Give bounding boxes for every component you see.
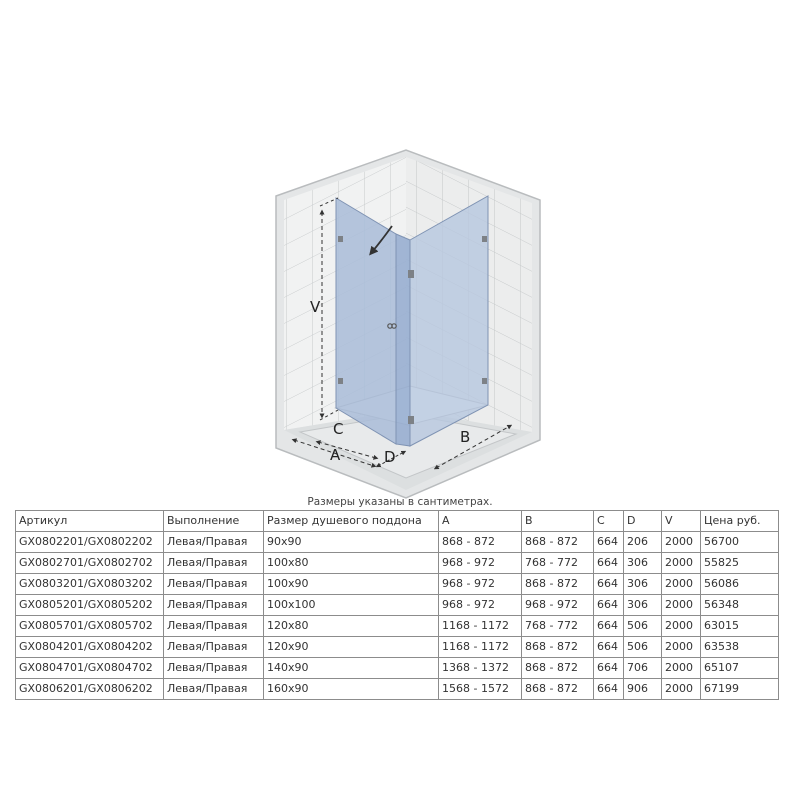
cell-dim-v: 2000 [662, 532, 701, 553]
cell-dim-a: 1168 - 1172 [439, 616, 522, 637]
cell-tray-size: 100x90 [264, 574, 439, 595]
cell-dim-v: 2000 [662, 553, 701, 574]
cell-dim-b: 768 - 772 [522, 553, 594, 574]
header-article: Артикул [16, 511, 164, 532]
header-dim-d: D [624, 511, 662, 532]
cell-variant: Левая/Правая [164, 679, 264, 700]
cell-article: GX0803201/GX0803202 [16, 574, 164, 595]
cell-price: 55825 [701, 553, 779, 574]
header-tray-size: Размер душевого поддона [264, 511, 439, 532]
cell-tray-size: 90x90 [264, 532, 439, 553]
cell-dim-v: 2000 [662, 658, 701, 679]
cell-dim-c: 664 [594, 637, 624, 658]
table-row [16, 658, 779, 679]
cell-article: GX0804701/GX0804702 [16, 658, 164, 679]
header-dim-a: A [439, 511, 522, 532]
label-v: V [310, 298, 321, 316]
cell-article: GX0806201/GX0806202 [16, 679, 164, 700]
cell-dim-a: 1368 - 1372 [439, 658, 522, 679]
cell-variant: Левая/Правая [164, 553, 264, 574]
cell-dim-v: 2000 [662, 574, 701, 595]
cell-dim-v: 2000 [662, 679, 701, 700]
cell-variant: Левая/Правая [164, 616, 264, 637]
cell-dim-c: 664 [594, 553, 624, 574]
specification-table [15, 510, 779, 700]
cell-dim-a: 968 - 972 [439, 595, 522, 616]
cell-dim-b: 868 - 872 [522, 532, 594, 553]
cell-price: 56348 [701, 595, 779, 616]
header-dim-b: B [522, 511, 594, 532]
cell-dim-a: 1168 - 1172 [439, 637, 522, 658]
table-row [16, 574, 779, 595]
cell-dim-b: 868 - 872 [522, 637, 594, 658]
table-row [16, 616, 779, 637]
cell-dim-d: 506 [624, 616, 662, 637]
cell-dim-a: 1568 - 1572 [439, 679, 522, 700]
cell-dim-d: 306 [624, 553, 662, 574]
units-caption: Размеры указаны в сантиметрах. [307, 496, 493, 508]
cell-article: GX0805201/GX0805202 [16, 595, 164, 616]
cell-price: 63538 [701, 637, 779, 658]
glass-door-panel [396, 234, 410, 446]
cell-article: GX0805701/GX0805702 [16, 616, 164, 637]
cell-dim-c: 664 [594, 574, 624, 595]
header-dim-c: C [594, 511, 624, 532]
cell-price: 56086 [701, 574, 779, 595]
cell-dim-v: 2000 [662, 616, 701, 637]
cell-dim-a: 968 - 972 [439, 574, 522, 595]
label-c: C [333, 420, 344, 438]
cell-article: GX0804201/GX0804202 [16, 637, 164, 658]
cell-article: GX0802701/GX0802702 [16, 553, 164, 574]
cell-dim-d: 506 [624, 637, 662, 658]
label-a: A [330, 446, 341, 464]
cell-dim-b: 968 - 972 [522, 595, 594, 616]
cell-dim-d: 306 [624, 595, 662, 616]
cell-tray-size: 100x80 [264, 553, 439, 574]
cell-dim-d: 306 [624, 574, 662, 595]
label-d: D [384, 448, 396, 466]
cell-variant: Левая/Правая [164, 658, 264, 679]
cell-tray-size: 120x80 [264, 616, 439, 637]
table-row [16, 595, 779, 616]
table-row [16, 532, 779, 553]
header-variant: Выполнение [164, 511, 264, 532]
cell-price: 65107 [701, 658, 779, 679]
cell-price: 63015 [701, 616, 779, 637]
table-row [16, 553, 779, 574]
table-row [16, 679, 779, 700]
cell-variant: Левая/Правая [164, 595, 264, 616]
cell-tray-size: 100x100 [264, 595, 439, 616]
header-price: Цена руб. [701, 511, 779, 532]
table-row [16, 637, 779, 658]
cell-dim-c: 664 [594, 679, 624, 700]
cell-price: 67199 [701, 679, 779, 700]
cell-dim-d: 706 [624, 658, 662, 679]
cell-tray-size: 140x90 [264, 658, 439, 679]
cell-tray-size: 160x90 [264, 679, 439, 700]
cell-dim-c: 664 [594, 595, 624, 616]
cell-dim-c: 664 [594, 532, 624, 553]
cell-dim-v: 2000 [662, 595, 701, 616]
cell-dim-v: 2000 [662, 637, 701, 658]
left-fixed-glass-panel [336, 198, 396, 444]
cell-dim-d: 906 [624, 679, 662, 700]
cell-dim-a: 968 - 972 [439, 553, 522, 574]
cell-dim-b: 868 - 872 [522, 574, 594, 595]
cell-dim-c: 664 [594, 616, 624, 637]
cell-dim-b: 868 - 872 [522, 679, 594, 700]
cell-variant: Левая/Правая [164, 532, 264, 553]
cell-variant: Левая/Правая [164, 574, 264, 595]
right-fixed-glass-panel [410, 196, 488, 446]
cell-price: 56700 [701, 532, 779, 553]
cell-variant: Левая/Правая [164, 637, 264, 658]
cell-article: GX0802201/GX0802202 [16, 532, 164, 553]
cell-dim-b: 868 - 872 [522, 658, 594, 679]
cell-tray-size: 120x90 [264, 637, 439, 658]
cell-dim-c: 664 [594, 658, 624, 679]
cell-dim-a: 868 - 872 [439, 532, 522, 553]
header-dim-v: V [662, 511, 701, 532]
cell-dim-d: 206 [624, 532, 662, 553]
cell-dim-b: 768 - 772 [522, 616, 594, 637]
label-b: B [460, 428, 471, 446]
table-header-row [16, 511, 779, 532]
